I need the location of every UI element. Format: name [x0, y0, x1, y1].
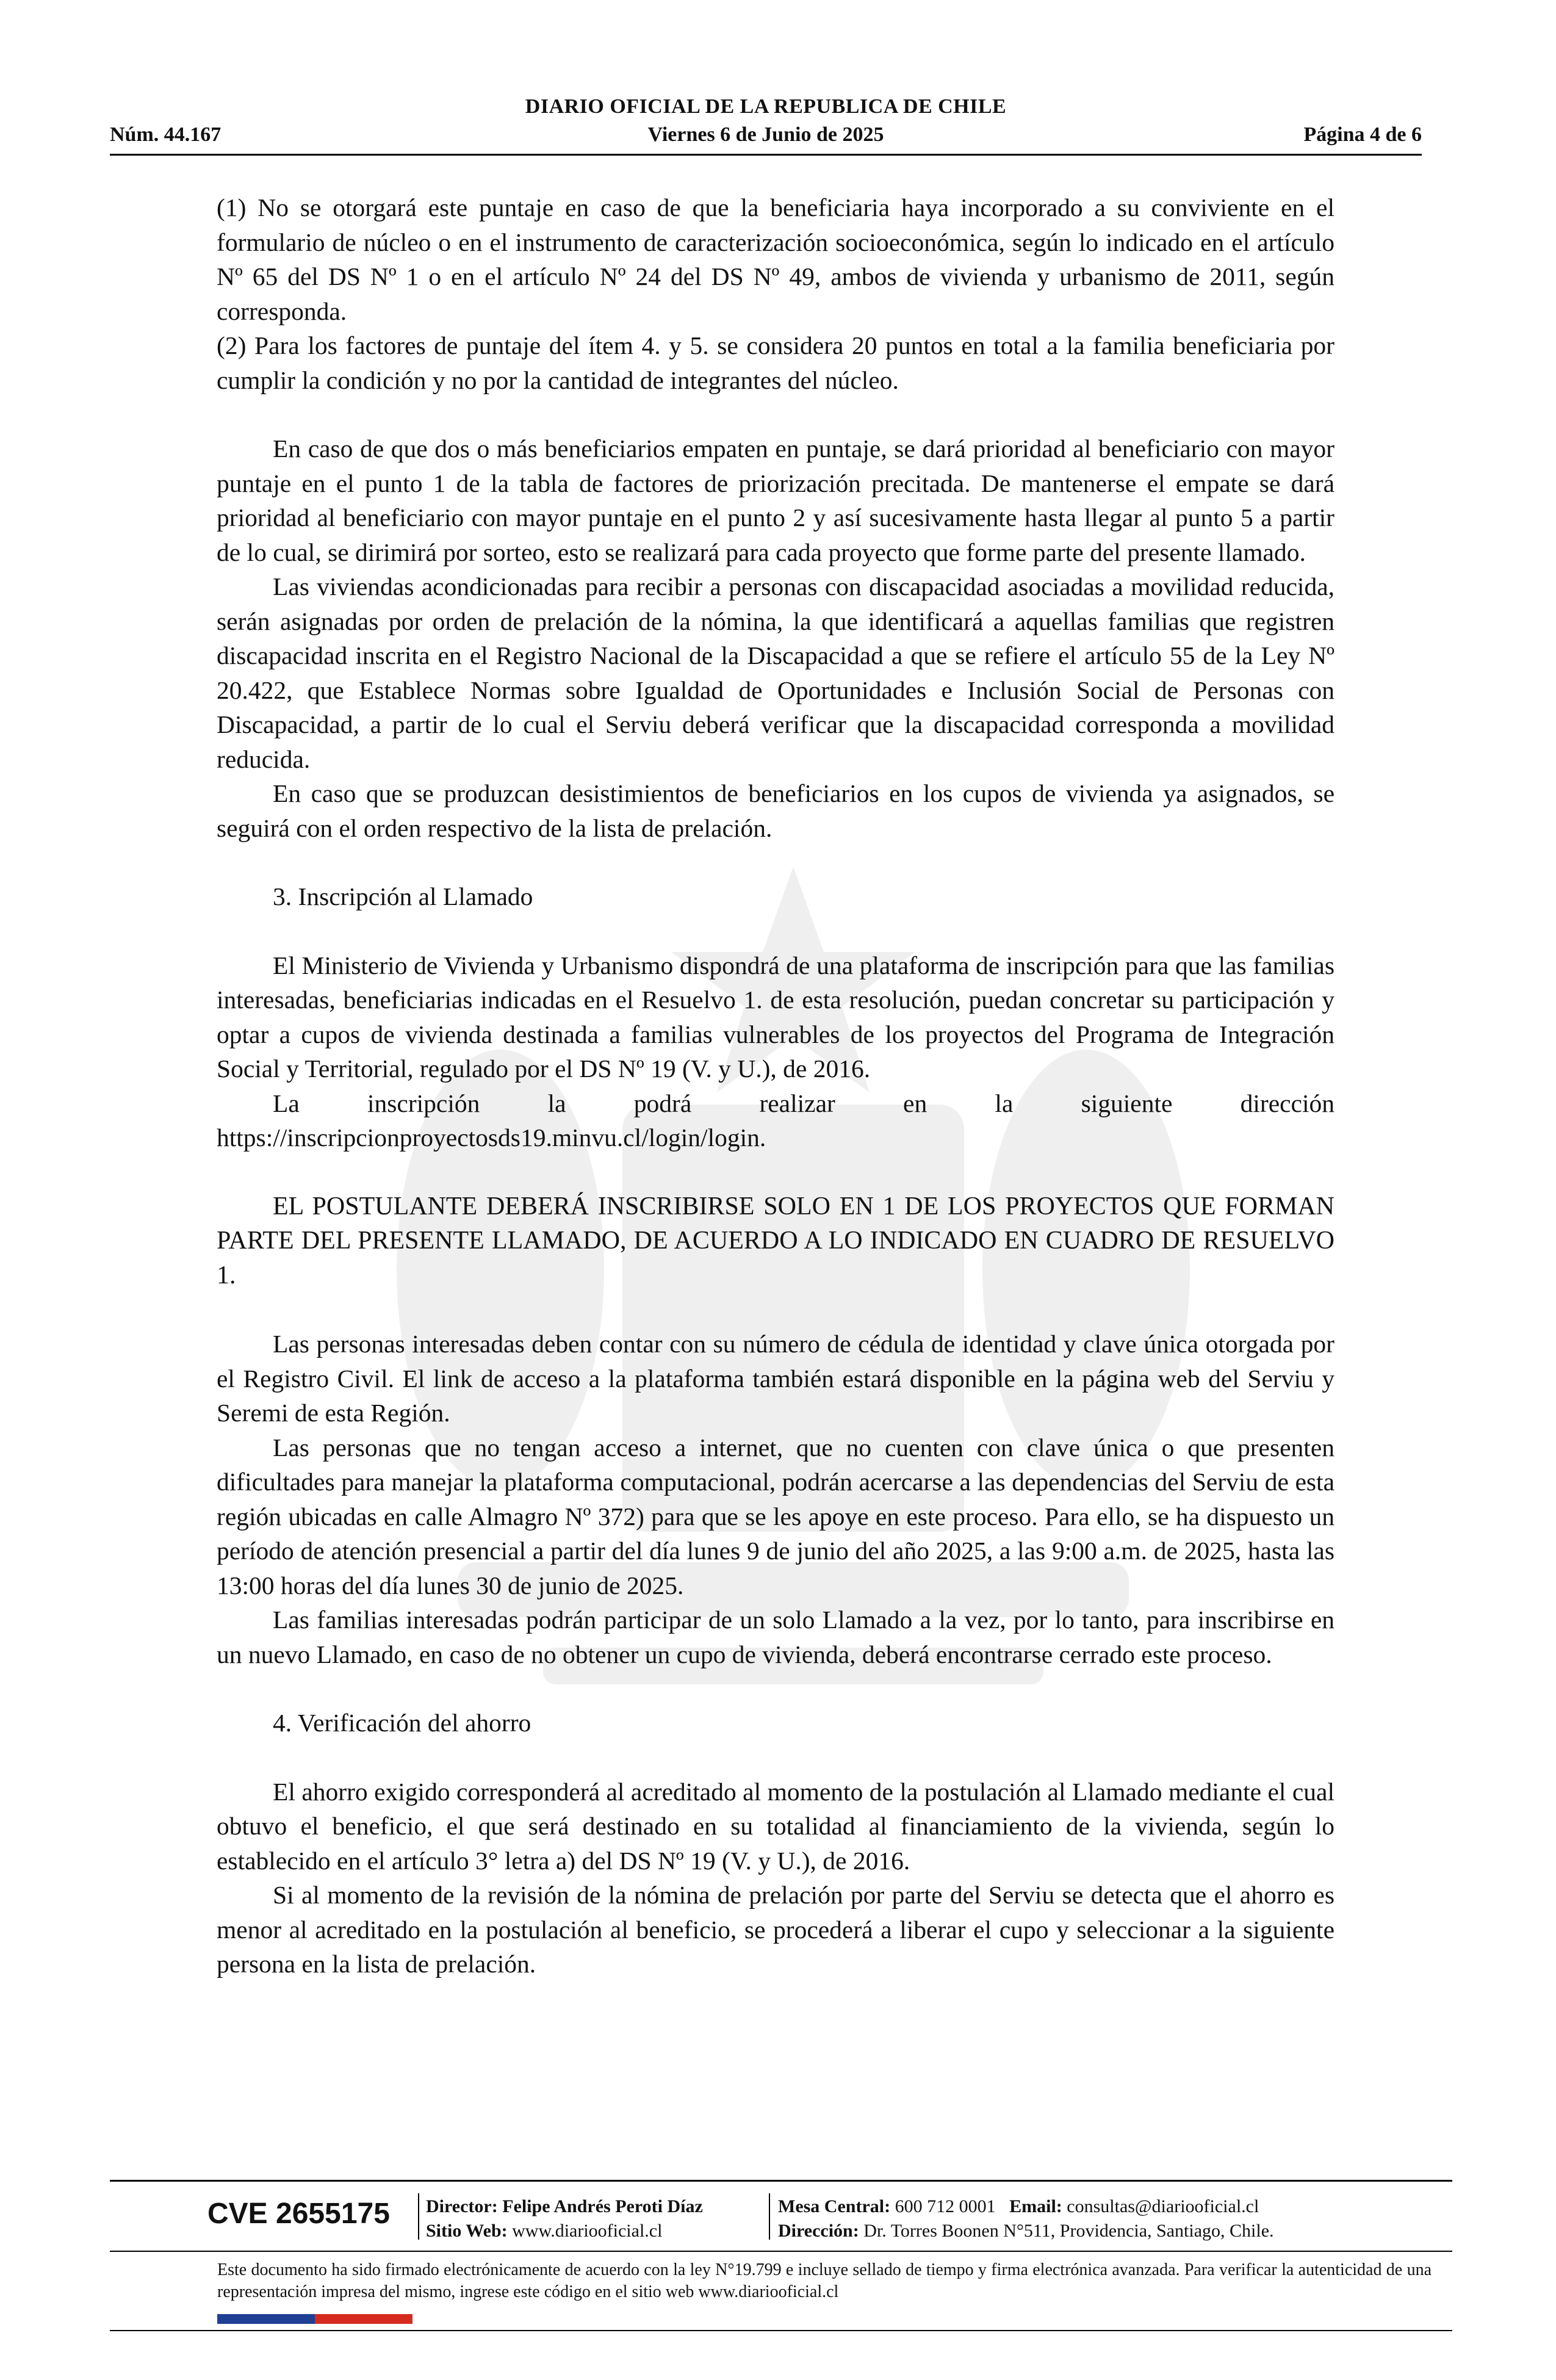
paragraph-tiebreak: En caso de que dos o más beneficiarios empaten en puntaje, se dará prioridad al beneficiario con mayor puntaje en el punto 1 de la tabla de factores de priorización precitada. De mantenerse el empate se dará prioridad al beneficiario con mayor puntaje en el punto 2 y así sucesivamente hasta llegar al punto 5 a partir de lo cual, se dirimirá por sorteo, esto se realizará para cada proyecto que forme parte del presente llamado. — [217, 435, 1334, 566]
footer-contact-block — [778, 2194, 1274, 2243]
phone-number: 600 712 0001 — [895, 2196, 996, 2216]
address-text: Dr. Torres Boonen N°511, Providencia, Santiago, Chile. — [863, 2221, 1274, 2241]
document-body — [217, 190, 1334, 1982]
footer-separator — [769, 2193, 770, 2240]
flag-blue-segment — [217, 2314, 315, 2324]
issue-date: Viernes 6 de Junio de 2025 — [647, 123, 884, 146]
page-number: Página 4 de 6 — [1303, 123, 1422, 146]
paragraph-savings: El ahorro exigido corresponderá al acreditado al momento de la postulación al Llamado mediante el cual obtuvo el beneficio, el que será destinado en su totalidad al financiamiento de la vivienda, según lo establecido en el artículo 3° letra a) del DS Nº 19 (V. y U.), de 2016. — [217, 1777, 1334, 1875]
section-heading-3: 3. Inscripción al Llamado — [273, 882, 533, 911]
website-label: Sitio Web: — [426, 2221, 508, 2241]
paragraph-notice-uppercase: EL POSTULANTE DEBERÁ INSCRIBIRSE SOLO EN 1 DE LOS PROYECTOS QUE FORMAN PARTE DEL PRESENTE LLAMADO, DE ACUERDO A LO INDICADO EN CUADRO DE RESUELVO 1. — [217, 1192, 1334, 1289]
director-name: Felipe Andrés Peroti Díaz — [502, 2196, 703, 2216]
paragraph-requirements: Las personas interesadas deben contar con su número de cédula de identidad y clave única otorgada por el Registro Civil. El link de acceso a la plataforma también estará disponible en la página web del Serviu y Seremi de esta Región. — [217, 1330, 1334, 1427]
page-header — [110, 90, 1422, 157]
email-label: Email: — [1009, 2196, 1062, 2216]
phone-label: Mesa Central: — [778, 2196, 891, 2216]
paragraph-withdrawals: En caso que se produzcan desistimientos de beneficiarios en los cupos de vivienda ya asignados, se seguirá con el orden respectivo de la lista de prelación. — [217, 779, 1334, 842]
director-label: Director: — [426, 2196, 498, 2216]
website-link[interactable]: www.diariooficial.cl — [512, 2221, 663, 2241]
chile-flag-stripe — [217, 2314, 412, 2324]
newspaper-title: DIARIO OFICIAL DE LA REPUBLICA DE CHILE — [525, 95, 1007, 118]
paragraph-savings-check: Si al momento de la revisión de la nómina de prelación por parte del Serviu se detecta que el ahorro es menor al acreditado en la postulación al beneficio, se procederá a liberar el cupo y seleccionar a la siguiente persona en la lista de prelación. — [217, 1881, 1334, 1978]
footer-bottom-divider — [110, 2330, 1452, 2331]
paragraph-disability: Las viviendas acondicionadas para recibir a personas con discapacidad asociadas a movilidad reducida, serán asignadas por orden de prelación de la nómina, la que identificará a aquellas familias que registren discapacidad inscrita en el Registro Nacional de la Discapacidad a que se refiere el artículo 55 de la Ley Nº 20.422, que Establece Normas sobre Igualdad de Oportunidades e Inclusión Social de Personas con Discapacidad, a partir de lo cual el Serviu deberá verificar que la discapacidad corresponda a movilidad reducida. — [217, 572, 1334, 773]
header-divider — [110, 154, 1422, 156]
signature-notice: Este documento ha sido firmado electrónicamente de acuerdo con la ley N°19.799 e incluye sellado de tiempo y firma electrónica avanzada. Para verificar la autenticidad de una representación impresa del mismo, ingrese este código en el sitio web www.diariooficial.cl — [217, 2260, 1432, 2301]
paragraph-in-person: Las personas que no tengan acceso a internet, que no cuenten con clave única o que presenten dificultades para manejar la plataforma computacional, podrán acercarse a las dependencias del Serviu de esta región ubicadas en calle Almagro Nº 372) para que se les apoye en este proceso. Para ello, se ha dispuesto un período de atención presencial a partir del día lunes 9 de junio del año 2025, a las 9:00 a.m. de 2025, hasta las 13:00 horas del día lunes 30 de junio de 2025. — [217, 1433, 1334, 1599]
address-label: Dirección: — [778, 2221, 859, 2241]
paragraph-registration-url: La inscripción la podrá realizar en la siguiente dirección https://inscripcionproyectosds19.minvu.cl/login/login. — [217, 1089, 1334, 1152]
cve-code: CVE 2655175 — [207, 2198, 390, 2230]
email-link[interactable]: consultas@diariooficial.cl — [1067, 2196, 1259, 2216]
issue-number: Núm. 44.167 — [110, 123, 222, 146]
section-heading-4: 4. Verificación del ahorro — [273, 1709, 531, 1737]
page-footer — [110, 2180, 1452, 2363]
footer-director-block — [426, 2194, 703, 2243]
footer-separator — [418, 2193, 419, 2240]
note-2: (2) Para los factores de puntaje del ítem 4. y 5. se considera 20 puntos en total a la familia beneficiaria por cumplir la condición y no por la cantidad de integrantes del núcleo. — [217, 331, 1334, 394]
footer-mid-divider — [110, 2251, 1452, 2252]
flag-red-segment — [315, 2314, 412, 2324]
note-1: (1) No se otorgará este puntaje en caso de que la beneficiaria haya incorporado a su conviviente en el formulario de núcleo o en el instrumento de caracterización socioeconómica, según lo indicado en el artículo Nº 65 del DS Nº 1 o en el artículo Nº 24 del DS Nº 49, ambos de vivienda y urbanismo de 2011, según corresponda. — [217, 193, 1334, 325]
footer-top-divider — [110, 2180, 1452, 2182]
paragraph-platform: El Ministerio de Vivienda y Urbanismo dispondrá de una plataforma de inscripción para que las familias interesadas, beneficiarias indicadas en el Resuelvo 1. de esta resolución, puedan concretar su participación y optar a cupos de vivienda destinada a familias vulnerables de los proyectos del Programa de Integración Social y Territorial, regulado por el DS Nº 19 (V. y U.), de 2016. — [217, 951, 1334, 1083]
paragraph-one-call: Las familias interesadas podrán participar de un solo Llamado a la vez, por lo tanto, para inscribirse en un nuevo Llamado, en caso de no obtener un cupo de vivienda, deberá encontrarse cerrado este proceso. — [217, 1606, 1334, 1668]
